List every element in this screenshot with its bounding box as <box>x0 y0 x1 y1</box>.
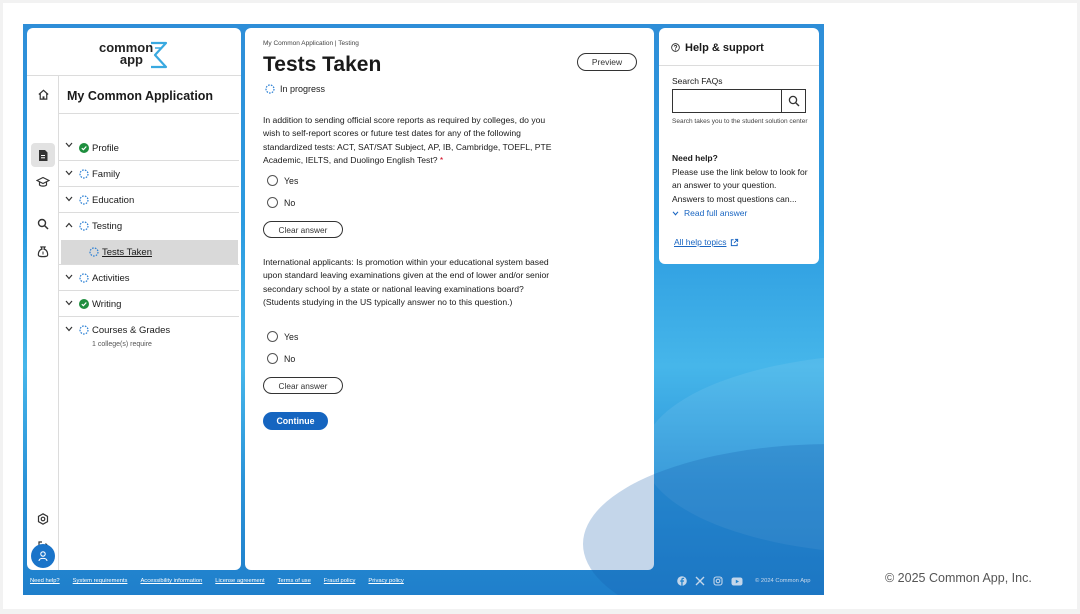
preview-button[interactable]: Preview <box>577 53 637 71</box>
all-topics-label: All help topics <box>674 237 727 247</box>
search-icon <box>788 95 800 107</box>
social-links <box>677 576 743 586</box>
logo-text: common app <box>99 40 154 67</box>
radio-label: Yes <box>284 175 299 186</box>
nav-item-activities[interactable] <box>59 265 239 291</box>
browser-canvas <box>3 3 1077 609</box>
x-icon[interactable] <box>695 576 705 586</box>
common-app-logo[interactable] <box>87 38 187 72</box>
continue-button[interactable]: Continue <box>263 412 328 430</box>
nav-item-label: Activities <box>92 273 130 284</box>
chevron-down-icon <box>65 161 75 186</box>
radio-option-yes[interactable] <box>267 331 298 342</box>
breadcrumb: My Common Application | Testing <box>263 40 359 47</box>
faq-label: Search FAQs <box>672 76 723 86</box>
nav-item-writing[interactable] <box>59 291 239 317</box>
settings-icon[interactable] <box>31 507 55 531</box>
chevron-down-icon <box>672 211 679 216</box>
left-navigation-panel <box>27 28 241 570</box>
radio-label: Yes <box>284 331 299 342</box>
clear-answer-button[interactable]: Clear answer <box>263 377 343 394</box>
youtube-icon[interactable] <box>731 577 743 586</box>
help-header <box>659 28 819 66</box>
nav-divider <box>59 113 239 114</box>
nav-item-label: Testing <box>92 221 123 232</box>
page-copyright: © 2025 Common App, Inc. <box>885 571 1032 585</box>
radio-button[interactable] <box>267 175 278 186</box>
footer-link-license[interactable]: License agreement <box>215 578 265 584</box>
nav-subitem-label: Tests Taken <box>102 247 152 258</box>
footer-link-accessibility[interactable]: Accessibility information <box>140 578 203 584</box>
faq-hint: Search takes you to the student solution center <box>672 118 808 125</box>
help-title: Help & support <box>685 42 764 54</box>
facebook-icon[interactable] <box>677 576 687 586</box>
in-progress-icon <box>79 169 89 179</box>
footer-link-privacy[interactable]: Privacy policy <box>368 578 404 584</box>
nav-item-label: Writing <box>92 299 122 310</box>
main-content-panel <box>245 28 654 570</box>
read-full-answer-link[interactable] <box>672 208 747 218</box>
nav-title: My Common Application <box>67 89 214 103</box>
radio-button[interactable] <box>267 197 278 208</box>
user-avatar-icon[interactable] <box>31 544 55 568</box>
footer-copyright: © 2024 Common App <box>755 578 811 584</box>
radio-label: No <box>284 353 296 364</box>
chevron-down-icon <box>65 291 75 316</box>
search-icon[interactable] <box>31 212 55 236</box>
question-self-report <box>263 114 558 167</box>
money-bag-icon[interactable] <box>31 239 55 263</box>
need-help-body: Please use the link below to look for an answer to your question. Answers to most questions can... <box>672 167 808 204</box>
faq-search-button[interactable] <box>781 89 806 113</box>
footer-links <box>30 578 404 584</box>
external-link-icon <box>730 238 739 247</box>
complete-check-icon <box>79 143 89 153</box>
question-circle-icon <box>671 43 680 52</box>
need-help-title: Need help? <box>672 153 718 163</box>
chevron-down-icon <box>65 135 75 160</box>
nav-item-label: Family <box>92 169 120 180</box>
icon-rail <box>27 76 59 570</box>
complete-check-icon <box>79 299 89 309</box>
instagram-icon[interactable] <box>713 576 723 586</box>
question-text: International applicants: Is promotion within your educational system based upon standard leaving examinations given at the end of lower and/or senior secondary school by a state or national leaving examinations board? (Students studying in the US typically answer no to this question.) <box>263 257 550 307</box>
nav-item-label: Profile <box>92 143 119 154</box>
nav-item-label: Courses & Grades <box>92 325 171 336</box>
nav-item-profile[interactable] <box>59 135 239 161</box>
nav-item-courses-grades[interactable] <box>59 317 239 355</box>
chevron-down-icon <box>65 265 75 290</box>
required-mark: * <box>439 154 444 165</box>
footer-link-terms[interactable]: Terms of use <box>277 578 311 584</box>
nav-item-testing[interactable] <box>59 213 239 265</box>
help-support-panel <box>659 28 819 264</box>
in-progress-icon <box>89 247 99 257</box>
radio-button[interactable] <box>267 331 278 342</box>
radio-label: No <box>284 197 296 208</box>
nav-item-label: Education <box>92 195 135 206</box>
chevron-down-icon <box>65 317 75 355</box>
footer-link-fraud[interactable]: Fraud policy <box>323 578 356 584</box>
question-international <box>263 256 558 309</box>
clear-answer-button[interactable]: Clear answer <box>263 221 343 238</box>
footer-link-need-help[interactable]: Need help? <box>30 578 60 584</box>
in-progress-icon <box>79 273 89 283</box>
document-icon[interactable] <box>31 143 55 167</box>
in-progress-icon <box>265 84 275 94</box>
page-title: Tests Taken <box>263 53 382 76</box>
nav-item-education[interactable] <box>59 187 239 213</box>
chevron-down-icon <box>65 187 75 212</box>
home-icon[interactable] <box>31 82 55 106</box>
app-frame <box>23 24 824 595</box>
nav-subitem-tests-taken[interactable] <box>61 240 238 264</box>
read-full-label: Read full answer <box>684 208 748 218</box>
radio-option-no[interactable] <box>267 353 295 364</box>
section-status <box>265 84 325 94</box>
logo-divider <box>27 75 241 76</box>
question-text: In addition to sending official score reports as required by colleges, do you wish to self-report scores or future test dates for any of the following standardized tests: ACT, SAT/SAT Subject, AP, IB, Cambridge, TOEFL, PTE Academic, IELTS, and Duolingo English Test? <box>263 115 552 165</box>
status-text: In progress <box>280 84 326 94</box>
radio-button[interactable] <box>267 353 278 364</box>
footer-link-system-requirements[interactable]: System requirements <box>72 578 128 584</box>
radio-option-yes[interactable] <box>267 175 298 186</box>
faq-search-input[interactable] <box>672 89 782 113</box>
nav-item-subtext: 1 college(s) require <box>92 341 152 348</box>
in-progress-icon <box>79 195 89 205</box>
in-progress-icon <box>79 325 89 335</box>
all-help-topics-link[interactable] <box>674 237 739 247</box>
in-progress-icon <box>79 221 89 231</box>
logo-mark-icon <box>147 40 169 70</box>
radio-option-no[interactable] <box>267 197 295 208</box>
graduation-cap-icon[interactable] <box>31 170 55 194</box>
nav-item-family[interactable] <box>59 161 239 187</box>
